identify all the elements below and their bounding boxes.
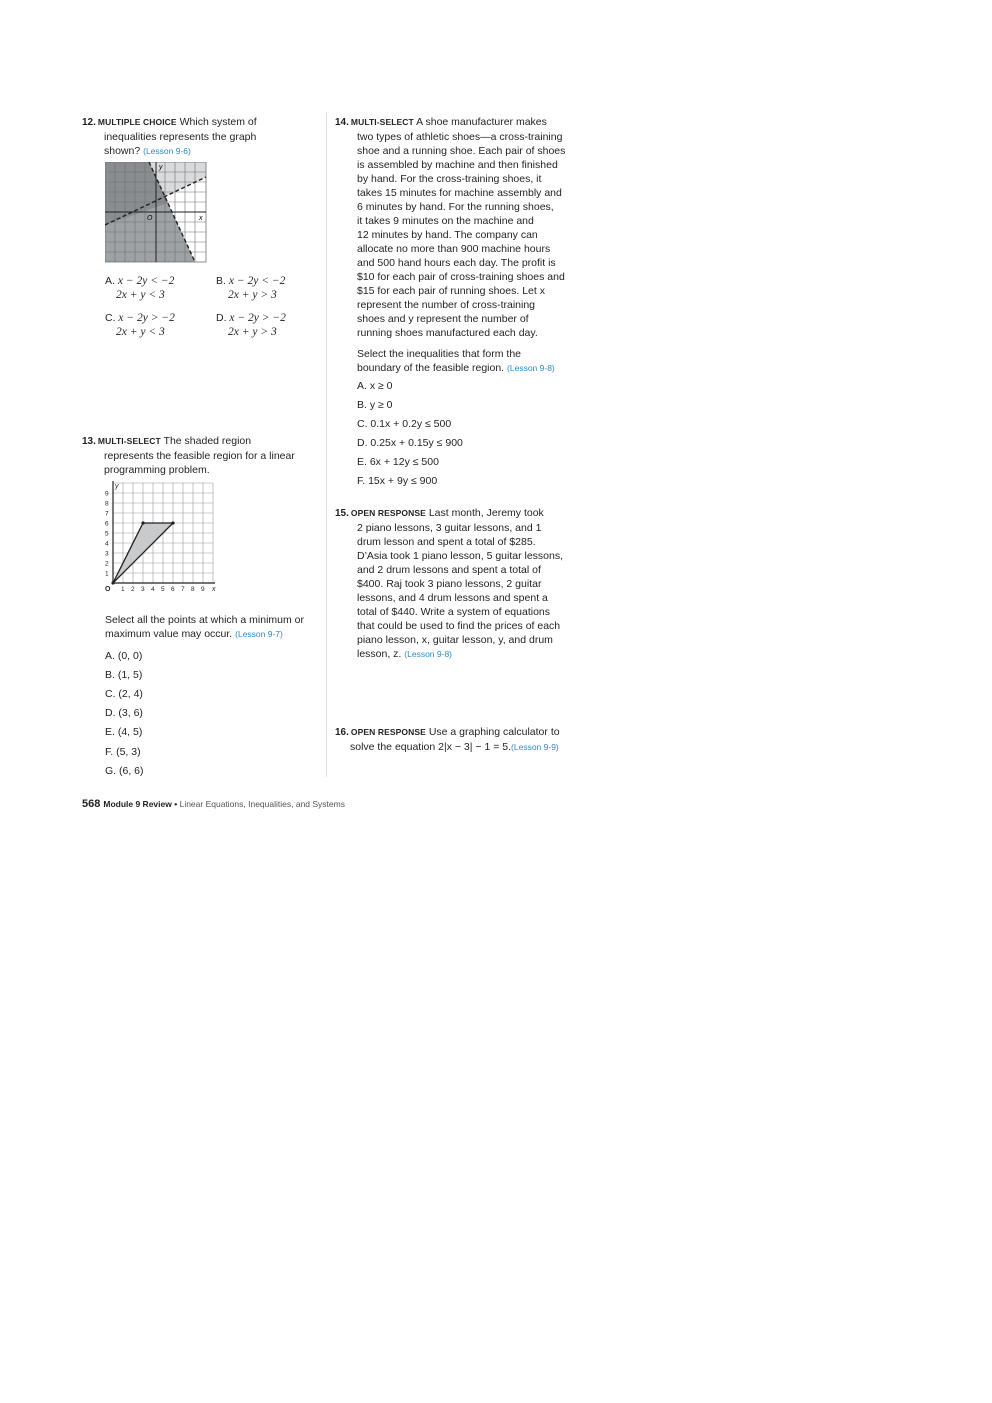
- option-inequality-1: x − 2y < −2: [228, 275, 286, 287]
- question-13: [82, 434, 322, 477]
- question-text-line: 2 piano lessons, 3 guitar lessons, and 1: [357, 522, 542, 534]
- lesson-reference: (Lesson 9-7): [235, 629, 283, 639]
- question-text-line: it takes 9 minutes on the machine and: [357, 215, 534, 227]
- question-text-line: Which system of: [179, 116, 257, 128]
- question-text-line: total of $440. Write a system of equations: [357, 606, 550, 618]
- question-text-line: Last month, Jeremy took: [428, 507, 544, 519]
- y-tick-label: 8: [105, 500, 109, 508]
- y-tick-label: 4: [105, 540, 109, 548]
- question-text-line: and 2 drum lessons and spent a total of: [357, 564, 541, 576]
- question-text-line: 6 minutes by hand. For the running shoes,: [357, 201, 554, 213]
- question-text-line: takes 15 minutes for machine assembly and: [357, 187, 562, 199]
- question-14: [335, 115, 580, 375]
- question-text-line: $15 for each pair of running shoes. Let x: [357, 285, 545, 297]
- question-text-line: and 500 hand hours each day. The profit is: [357, 257, 556, 269]
- option-g[interactable]: G. (6, 6): [105, 765, 144, 777]
- option-c[interactable]: C. 0.1x + 0.2y ≤ 500: [357, 418, 452, 430]
- option-b[interactable]: B. y ≥ 0: [357, 399, 393, 411]
- question-type: MULTIPLE CHOICE: [97, 117, 177, 127]
- question-text-line: A shoe manufacturer makes: [416, 116, 547, 128]
- page-number: 568: [82, 798, 101, 810]
- y-tick-label: 3: [105, 550, 109, 558]
- option-inequality-2: 2x + y < 3: [116, 289, 165, 301]
- question-number: 12.: [82, 117, 96, 128]
- option-inequality-1: x − 2y > −2: [118, 312, 175, 324]
- option-f[interactable]: F. (5, 3): [105, 746, 141, 758]
- question-text-line: allocate no more than 900 machine hours: [357, 243, 551, 255]
- prompt-line: Select the inequalities that form the: [357, 348, 522, 360]
- origin-label: O: [105, 586, 111, 593]
- question-text-line: two types of athletic shoes—a cross-training: [357, 131, 563, 143]
- option-a[interactable]: A. x − 2y < −2 2x + y < 3: [105, 275, 175, 301]
- vertex-point: [171, 521, 174, 524]
- page-footer: [82, 797, 345, 811]
- lesson-reference: (Lesson 9-9): [511, 742, 559, 752]
- prompt-line: Select all the points at which a minimum or: [105, 614, 305, 626]
- x-tick-label: 4: [151, 586, 155, 593]
- option-inequality-2: 2x + y > 3: [228, 326, 277, 338]
- option-inequality-2: 2x + y > 3: [228, 289, 277, 301]
- lesson-reference: (Lesson 9-6): [143, 146, 191, 156]
- question-text-line: by hand. For the cross-training shoes, it: [357, 173, 542, 185]
- question-text-line: inequalities represents the graph: [104, 131, 257, 143]
- question-number: 14.: [335, 117, 349, 128]
- question-text-line: 12 minutes by hand. The company can: [357, 229, 538, 241]
- question-text-line: solve the equation 2|x − 3| − 1 = 5.: [350, 741, 512, 753]
- vertex-point: [111, 581, 114, 584]
- question-16: [335, 725, 585, 754]
- prompt-line: maximum value may occur.: [105, 628, 233, 640]
- question-text-line: lessons, and 4 drum lessons and spent a: [357, 592, 548, 604]
- question-text-line: shoes and y represent the number of: [357, 313, 529, 325]
- question-type: OPEN RESPONSE: [350, 508, 426, 518]
- x-tick-label: 2: [131, 586, 135, 593]
- y-tick-label: 6: [105, 520, 109, 528]
- module-subtitle: Linear Equations, Inequalities, and Systems: [179, 799, 345, 809]
- question-text-line: shown?: [104, 145, 141, 157]
- option-inequality-2: 2x + y < 3: [116, 326, 165, 338]
- option-inequality-1: x − 2y < −2: [117, 275, 175, 287]
- module-title: Module 9 Review: [103, 799, 172, 809]
- option-c[interactable]: C. (2, 4): [105, 688, 143, 700]
- option-d[interactable]: D. 0.25x + 0.15y ≤ 900: [357, 437, 463, 449]
- question-text-line: that could be used to find the prices of each: [357, 620, 561, 632]
- x-tick-label: 1: [121, 586, 125, 593]
- option-b[interactable]: B. x − 2y < −2 2x + y > 3: [216, 275, 286, 301]
- option-e[interactable]: E. 6x + 12y ≤ 500: [357, 456, 439, 468]
- option-f[interactable]: F. 15x + 9y ≤ 900: [357, 475, 438, 487]
- lesson-reference: (Lesson 9-8): [404, 649, 452, 659]
- question-12: [82, 115, 322, 158]
- q12-inequality-graph: [105, 162, 208, 264]
- x-tick-label: 3: [141, 586, 145, 593]
- question-text-line: shoe and a running shoe. Each pair of shoes: [357, 145, 566, 157]
- footer-separator: •: [174, 799, 178, 809]
- x-tick-label: 9: [201, 586, 205, 593]
- question-number: 15.: [335, 508, 349, 519]
- y-axis-label: y: [115, 483, 119, 490]
- question-type: OPEN RESPONSE: [350, 727, 426, 737]
- question-text-line: lesson, z.: [357, 648, 402, 660]
- y-tick-label: 9: [105, 490, 109, 498]
- question-number: 16.: [335, 727, 349, 738]
- question-text-line: drum lesson and spent a total of $285.: [357, 536, 536, 548]
- q13-feasible-region-graph: [100, 481, 218, 593]
- question-type: MULTI-SELECT: [97, 436, 161, 446]
- question-number: 13.: [82, 436, 96, 447]
- option-c[interactable]: C. x − 2y > −2 2x + y < 3: [105, 312, 175, 338]
- question-15: [335, 506, 580, 661]
- option-a[interactable]: A. x ≥ 0: [357, 380, 393, 392]
- question-text-line: is assembled by machine and then finished: [357, 159, 558, 171]
- vertex-point: [141, 521, 144, 524]
- y-tick-label: 1: [105, 570, 109, 578]
- question-text-line: Use a graphing calculator to: [428, 726, 560, 738]
- option-inequality-1: x − 2y > −2: [229, 312, 286, 324]
- question-text-line: $400. Raj took 3 piano lessons, 2 guitar: [357, 578, 542, 590]
- q13-prompt: [105, 613, 325, 641]
- question-text-line: piano lesson, x, guitar lesson, y, and drum: [357, 634, 553, 646]
- x-tick-label: 7: [181, 586, 185, 593]
- question-text-line: The shaded region: [163, 435, 252, 447]
- option-a[interactable]: A. (0, 0): [105, 650, 143, 662]
- option-b[interactable]: B. (1, 5): [105, 669, 143, 681]
- prompt-line: boundary of the feasible region.: [357, 362, 505, 374]
- question-text-line: D’Asia took 1 piano lesson, 5 guitar lessons,: [357, 550, 564, 562]
- question-text-line: programming problem.: [104, 464, 210, 476]
- x-tick-label: 8: [191, 586, 195, 593]
- x-axis-label: x: [212, 586, 216, 593]
- q12-y-axis-label: y: [159, 164, 163, 171]
- x-tick-label: 5: [161, 586, 165, 593]
- column-divider: [326, 112, 327, 777]
- y-tick-label: 5: [105, 530, 109, 538]
- q12-origin-label: O: [147, 215, 153, 222]
- y-tick-label: 7: [105, 510, 109, 518]
- option-d[interactable]: D. (3, 6): [105, 707, 143, 719]
- option-e[interactable]: E. (4, 5): [105, 726, 143, 738]
- question-text-line: running shoes manufactured each day.: [357, 327, 538, 339]
- q12-x-axis-label: x: [199, 215, 203, 222]
- question-text-line: represent the number of cross-training: [357, 299, 536, 311]
- question-type: MULTI-SELECT: [350, 117, 414, 127]
- option-d[interactable]: D. x − 2y > −2 2x + y > 3: [216, 312, 286, 338]
- question-text-line: represents the feasible region for a linear: [104, 450, 295, 462]
- x-tick-label: 6: [171, 586, 175, 593]
- question-text-line: $10 for each pair of cross-training shoes and: [357, 271, 565, 283]
- lesson-reference: (Lesson 9-8): [507, 363, 555, 373]
- y-tick-label: 2: [105, 560, 109, 568]
